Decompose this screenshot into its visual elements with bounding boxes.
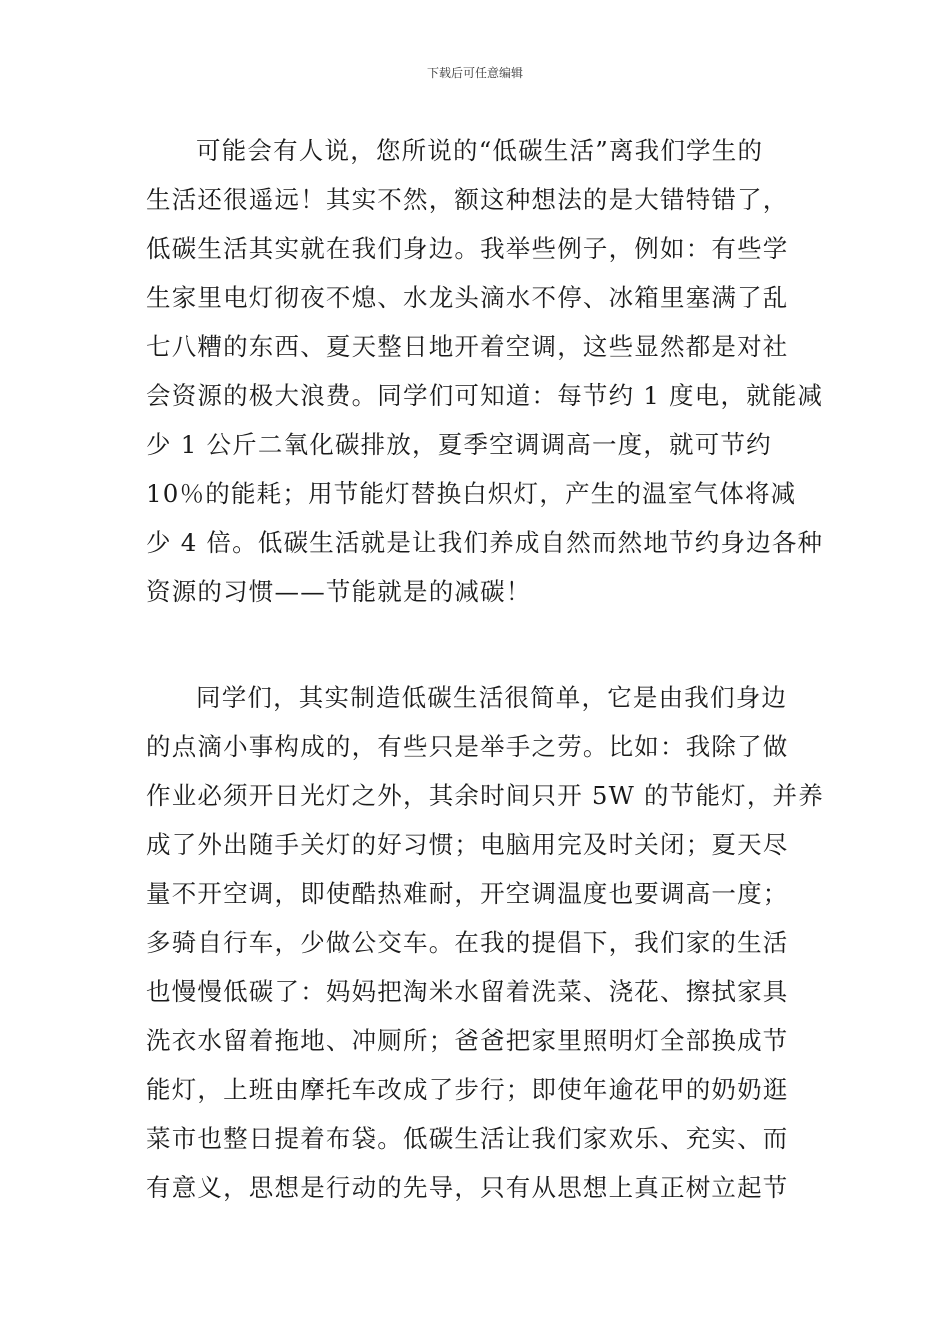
page-header: 下载后可任意编辑	[426, 66, 523, 80]
text-line: 作业必须开日光灯之外，其余时间只开 5W 的节能灯，并养	[146, 781, 824, 810]
text-line: 生家里电灯彻夜不熄、水龙头滴水不停、冰箱里塞满了乱	[146, 283, 789, 312]
text-line: 七八糟的东西、夏天整日地开着空调，这些显然都是对社	[146, 332, 789, 361]
text-line: 能灯，上班由摩托车改成了步行；即使年逾花甲的奶奶逛	[146, 1075, 789, 1104]
text-line: 多骑自行车，少做公交车。在我的提倡下，我们家的生活	[146, 928, 789, 957]
text-line: 资源的习惯——节能就是的减碳！	[146, 577, 532, 606]
paragraph-2	[146, 673, 824, 1212]
text-line: 低碳生活其实就在我们身边。我举些例子，例如：有些学	[146, 234, 789, 263]
text-line: 成了外出随手关灯的好习惯；电脑用完及时关闭；夏天尽	[146, 830, 789, 859]
text-line: 同学们，其实制造低碳生活很简单，它是由我们身边	[196, 683, 788, 712]
text-line: 洗衣水留着拖地、冲厕所；爸爸把家里照明灯全部换成节	[146, 1026, 789, 1055]
text-line: 会资源的极大浪费。同学们可知道：每节约 1 度电，就能减	[146, 381, 824, 410]
text-line: 的点滴小事构成的，有些只是举手之劳。比如：我除了做	[146, 732, 789, 761]
text-line: 菜市也整日提着布袋。低碳生活让我们家欢乐、充实、而	[146, 1124, 789, 1153]
text-line: 量不开空调，即使酷热难耐，开空调温度也要调高一度；	[146, 879, 789, 908]
text-line: 少 4 倍。低碳生活就是让我们养成自然而然地节约身边各种	[146, 528, 824, 557]
paragraph-1	[146, 126, 824, 616]
text-line: 有意义，思想是行动的先导，只有从思想上真正树立起节	[146, 1173, 789, 1202]
text-line: 可能会有人说，您所说的“低碳生活”离我们学生的	[196, 136, 764, 165]
text-line: 少 1 公斤二氧化碳排放，夏季空调调高一度，就可节约	[146, 430, 772, 459]
text-line: 生活还很遥远！其实不然，额这种想法的是大错特错了，	[146, 185, 789, 214]
text-line: 也慢慢低碳了：妈妈把淘米水留着洗菜、浇花、擦拭家具	[146, 977, 789, 1006]
text-line: 10％的能耗；用节能灯替换白炽灯，产生的温室气体将减	[146, 479, 797, 508]
